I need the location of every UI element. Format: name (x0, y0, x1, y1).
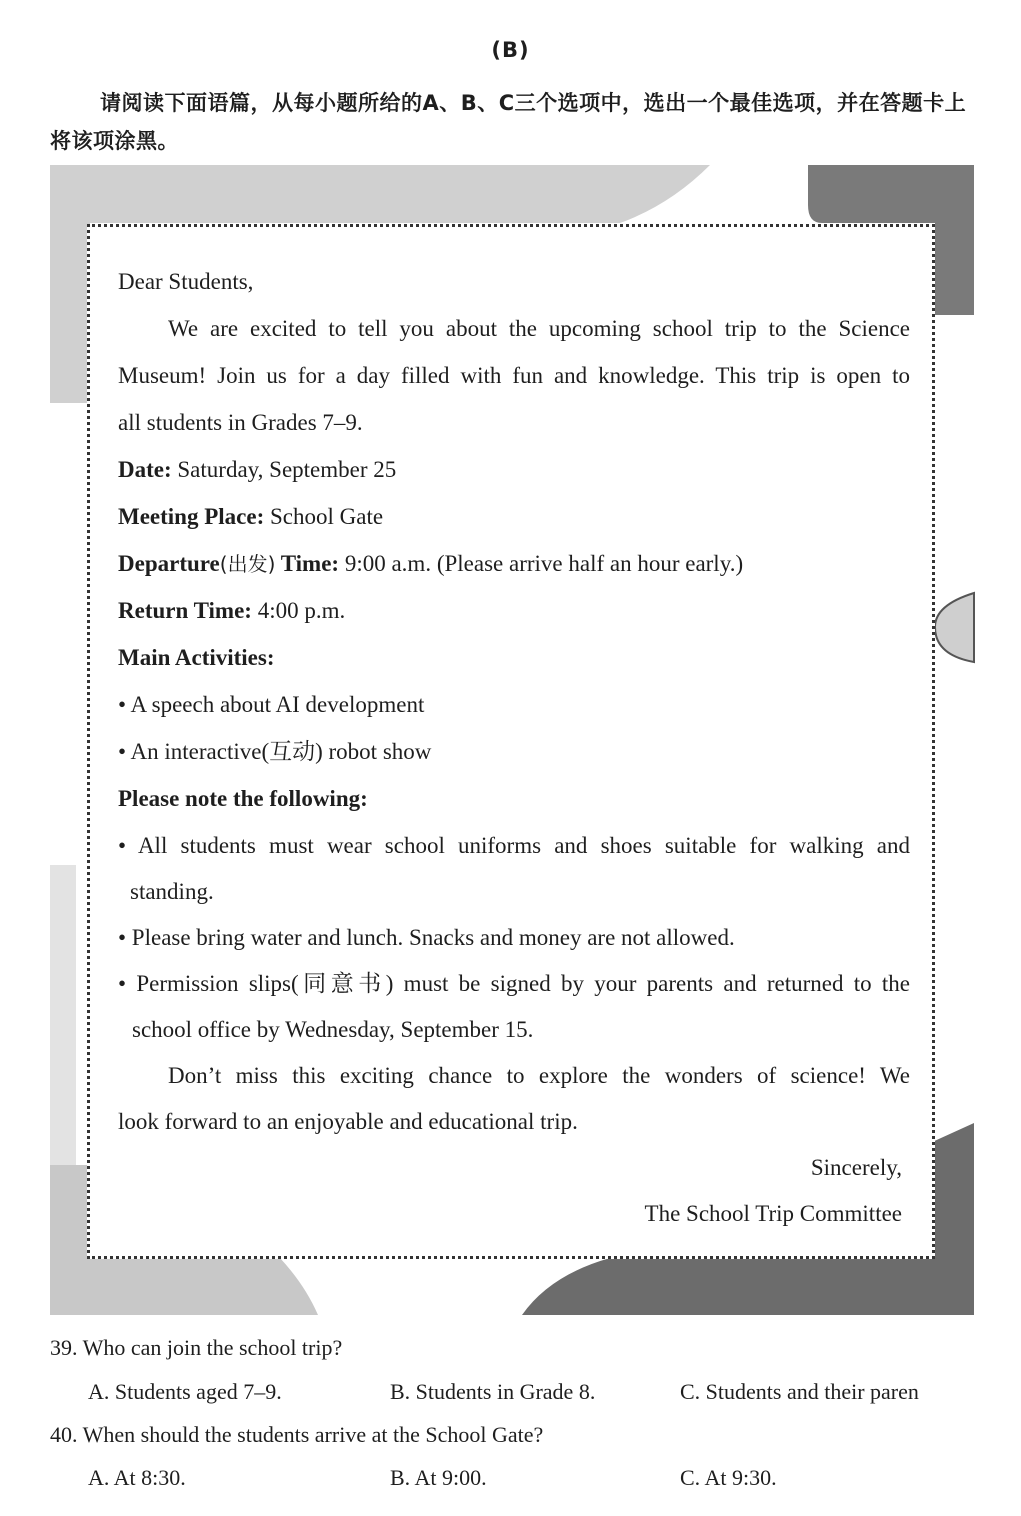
sign-off: Sincerely, (810, 1155, 902, 1180)
activity-item-1: • A speech about AI development (118, 692, 425, 717)
question-40-option-a: A. At 8:30. (88, 1465, 186, 1490)
departure-time-label: Time: (275, 551, 340, 576)
question-39-option-c: C. Students and their paren (680, 1379, 919, 1404)
question-39-option-b: B. Students in Grade 8. (390, 1379, 596, 1404)
closing-line-2: look forward to an enjoyable and educational trip. (118, 1109, 578, 1134)
return-value: 4:00 p.m. (251, 598, 346, 623)
date-line (118, 446, 910, 493)
frame-right-tab (935, 593, 974, 662)
question-40-option-b: B. At 9:00. (390, 1465, 487, 1490)
meeting-place-value: School Gate (264, 504, 384, 529)
greeting: Dear Students, (118, 269, 254, 294)
return-line (118, 587, 910, 634)
question-39-option-a: A. Students aged 7–9. (88, 1379, 282, 1404)
departure-cn-gloss: (出发) (219, 552, 276, 576)
question-39-stem: 39. Who can join the school trip? (50, 1335, 343, 1360)
section-label: (B) (491, 38, 530, 62)
activities-heading: Main Activities: (118, 645, 275, 670)
departure-line (118, 540, 910, 588)
question-40-stem: 40. When should the students arrive at the School Gate? (50, 1422, 544, 1447)
activity-item-2: • An interactive(互动) robot show (118, 739, 432, 764)
frame-left-strip (50, 865, 76, 1165)
intro-line-1: We are excited to tell you about the upcoming school trip to the Science (168, 316, 910, 341)
instruction-text: 请阅读下面语篇，从每小题所给的A、B、C三个选项中，选出一个最佳选项，并在答题卡上将该项涂黑。 (50, 91, 967, 153)
date-value: Saturday, September 25 (171, 457, 397, 482)
intro-line-3: all students in Grades 7–9. (118, 410, 363, 435)
note-2: • Please bring water and lunch. Snacks and money are not allowed. (118, 925, 735, 950)
question-40-option-c: C. At 9:30. (680, 1465, 777, 1490)
departure-value: 9:00 a.m. (Please arrive half an hour early.) (339, 551, 744, 576)
note-1-line-2: standing. (130, 879, 214, 904)
notes-heading: Please note the following: (118, 786, 368, 811)
note-1-line-1: • All students must wear school uniforms and shoes suitable for walking and (118, 833, 910, 858)
note-3-line-1: • Permission slips(同意书) must be signed by your parents and returned to the (118, 971, 910, 996)
return-label: Return Time: (118, 598, 252, 623)
date-label: Date: (118, 457, 172, 482)
meeting-place-line (118, 493, 910, 540)
meeting-place-label: Meeting Place: (118, 504, 265, 529)
note-3-line-2: school office by Wednesday, September 15. (132, 1017, 534, 1042)
departure-label: Departure (118, 551, 220, 576)
signature: The School Trip Committee (644, 1201, 902, 1226)
intro-line-2: Museum! Join us for a day filled with fun and knowledge. This trip is open to (118, 363, 910, 388)
closing-line-1: Don’t miss this exciting chance to explore the wonders of science! We (168, 1063, 910, 1088)
